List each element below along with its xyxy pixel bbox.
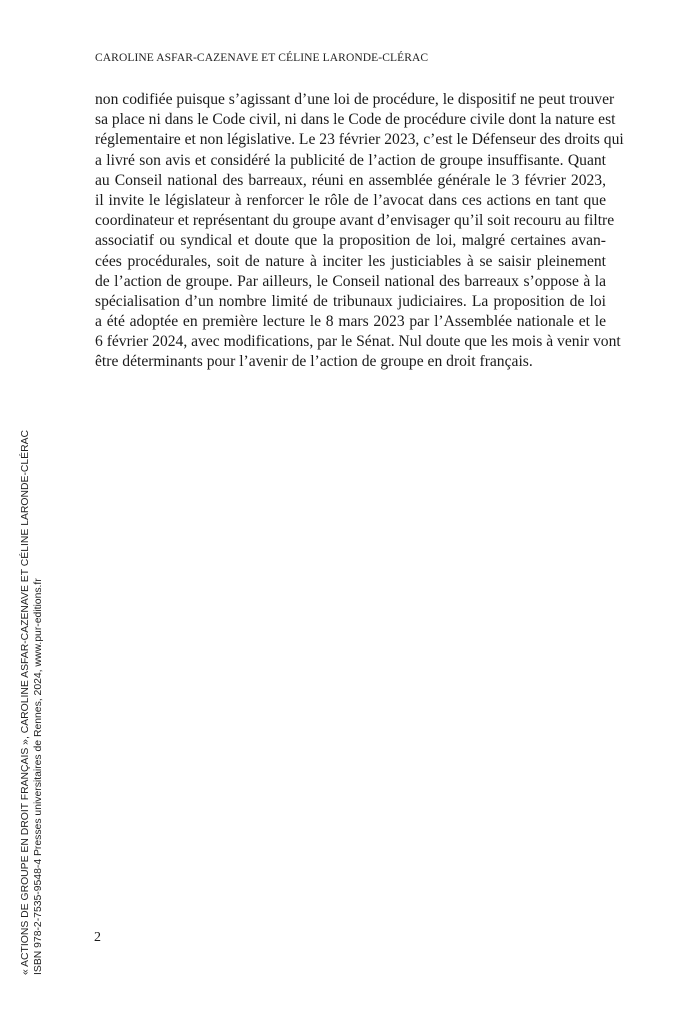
body-line: être déterminants pour l’avenir de l’action de groupe en droit français. (95, 353, 533, 371)
body-line: a livré son avis et considéré la publicité de l’action de groupe insuffisante. Quant (95, 151, 606, 169)
body-line: coordinateur et représentant du groupe avant d’envisager qu’il soit recouru au filtre (95, 212, 615, 230)
body-line: associatif ou syndical et doute que la proposition de loi, malgré certaines avan- (95, 232, 606, 250)
body-line: de l’action de groupe. Par ailleurs, le Conseil national des barreaux s’oppose à la (95, 272, 606, 290)
body-line: 6 février 2024, avec modifications, par le Sénat. Nul doute que les mois à venir vont (95, 333, 621, 351)
body-line: non codifiée puisque s’agissant d’une loi de procédure, le dispositif ne peut trouver (95, 91, 615, 108)
running-header: CAROLINE ASFAR-CAZENAVE ET CÉLINE LARONDE-CLÉRAC (95, 52, 429, 64)
side-note-title: « ACTIONS DE GROUPE EN DROIT FRANÇAIS », CAROLINE ASFAR-CAZENAVE ET CÉLINE LARONDE-CLÉRAC (20, 429, 31, 975)
body-text (95, 90, 624, 373)
body-line: il invite le législateur à renforcer le rôle de l’avocat dans ces actions en tant que (95, 191, 606, 209)
body-line: cées procédurales, soit de nature à inciter les justiciables à se saisir pleinement (95, 252, 606, 270)
body-line: a été adoptée en première lecture le 8 mars 2023 par l’Assemblée nationale et le (95, 313, 606, 331)
side-copyright-note (20, 430, 45, 975)
body-line: au Conseil national des barreaux, réuni en assemblée générale le 3 février 2023, (95, 171, 606, 189)
body-line: spécialisation d’un nombre limité de tribunaux judiciaires. La proposition de loi (95, 292, 606, 310)
body-line: sa place ni dans le Code civil, ni dans le Code de procédure civile dont la nature est (95, 111, 616, 129)
side-note-isbn: ISBN 978-2-7535-9548-4 Presses universitaires de Rennes, 2024, www.pur-editions.fr (32, 578, 44, 975)
body-line: réglementaire et non législative. Le 23 février 2023, c’est le Défenseur des droits qui (95, 131, 624, 149)
page-number: 2 (94, 930, 101, 945)
